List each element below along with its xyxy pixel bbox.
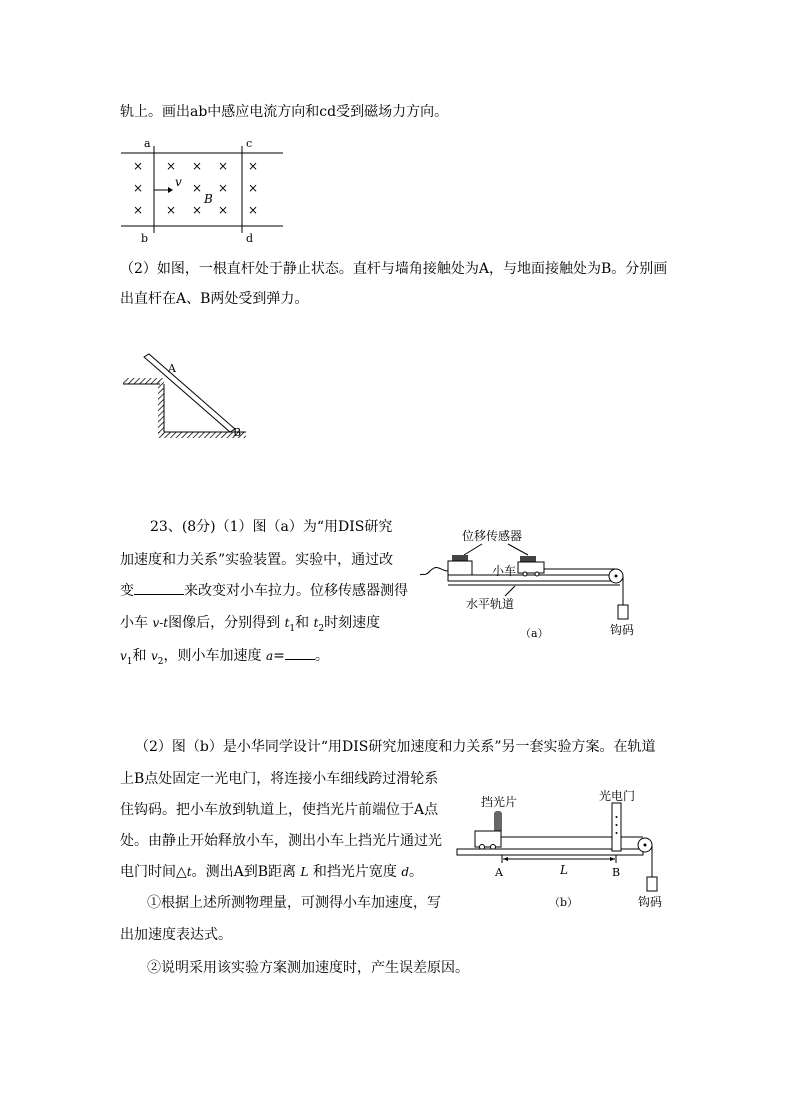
label-B: B <box>233 426 242 439</box>
answer-blank[interactable] <box>285 645 315 660</box>
figure-caption: （a） <box>520 627 549 640</box>
label-B: B <box>204 192 213 206</box>
weight-label: 钩码 <box>638 895 663 909</box>
shade-label: 挡光片 <box>481 795 518 809</box>
label-v: v <box>175 175 182 189</box>
svg-text:×: × <box>218 159 229 173</box>
field-crosses <box>133 159 258 217</box>
svg-text:×: × <box>192 159 203 173</box>
label-A: A <box>168 362 176 375</box>
label-B: B <box>612 866 621 879</box>
text-line: （2）如图，一根直杆处于静止状态。直杆与墙角接触处为A，与地面接触处为B。分别画 <box>120 261 668 277</box>
label-d: d <box>246 232 254 245</box>
text-line: 出直杆在A、B两处受到弹力。 <box>120 291 309 307</box>
label-A: A <box>495 866 503 879</box>
text-line: 变 来改变对小车拉力。位移传感器测得 <box>120 580 408 601</box>
text-line: 23、(8分)（1）图（a）为“用DIS研究 <box>150 519 393 535</box>
rod-figure <box>120 352 255 442</box>
svg-text:×: × <box>218 181 229 195</box>
text-line: 电门时间△t。测出A到B距离 L 和挡光片宽度 d。 <box>120 864 424 880</box>
svg-text:×: × <box>248 203 259 217</box>
svg-text:×: × <box>192 203 203 217</box>
text-line: ②说明采用该实验方案测加速度时，产生误差原因。 <box>147 960 469 976</box>
svg-text:×: × <box>218 203 229 217</box>
answer-blank[interactable] <box>134 580 184 595</box>
label-a: a <box>144 137 151 150</box>
svg-text:×: × <box>166 159 177 173</box>
sensor-label: 位移传感器 <box>462 529 523 543</box>
text-line: 加速度和力关系”实验装置。实验中，通过改 <box>120 552 394 568</box>
text-line: 小车 v-t图像后，分别得到 $t_1$和 $t_2$时刻速度 <box>120 615 381 634</box>
svg-text:×: × <box>192 181 203 195</box>
svg-text:×: × <box>133 159 144 173</box>
svg-text:×: × <box>133 181 144 195</box>
text-line: 出加速度表达式。 <box>120 927 232 943</box>
label-b: b <box>141 232 149 245</box>
text-line: 轨上。画出ab中感应电流方向和cd受到磁场力方向。 <box>120 104 449 120</box>
text-line: 住钩码。把小车放到轨道上，使挡光片前端位于A点 <box>120 802 439 818</box>
svg-text:×: × <box>248 181 259 195</box>
label-L: L <box>560 863 568 877</box>
figure-caption: （b） <box>549 896 579 909</box>
label-c: c <box>246 137 253 150</box>
car-label: 小车 <box>492 564 517 578</box>
magnetic-field-figure <box>118 136 288 246</box>
text-line: （2）图（b）是小华同学设计“用DIS研究加速度和力关系”另一套实验方案。在轨道 <box>135 739 656 755</box>
text-line: 上B点处固定一光电门，将连接小车细线跨过滑轮系 <box>120 771 439 787</box>
svg-text:×: × <box>248 159 259 173</box>
figure-a <box>420 525 645 650</box>
gate-label: 光电门 <box>599 789 636 803</box>
svg-text:×: × <box>133 203 144 217</box>
svg-text:×: × <box>166 203 177 217</box>
text-line: ①根据上述所测物理量，可测得小车加速度，写 <box>147 895 441 911</box>
track-label: 水平轨道 <box>466 597 515 611</box>
figure-b <box>455 785 670 910</box>
rod <box>144 354 235 432</box>
text-line: 处。由静止开始释放小车，测出小车上挡光片通过光 <box>120 833 442 849</box>
text-line: $v_1$和 $v_2$，则小车加速度 a= 。 <box>120 645 329 672</box>
weight-label: 钩码 <box>610 623 635 637</box>
